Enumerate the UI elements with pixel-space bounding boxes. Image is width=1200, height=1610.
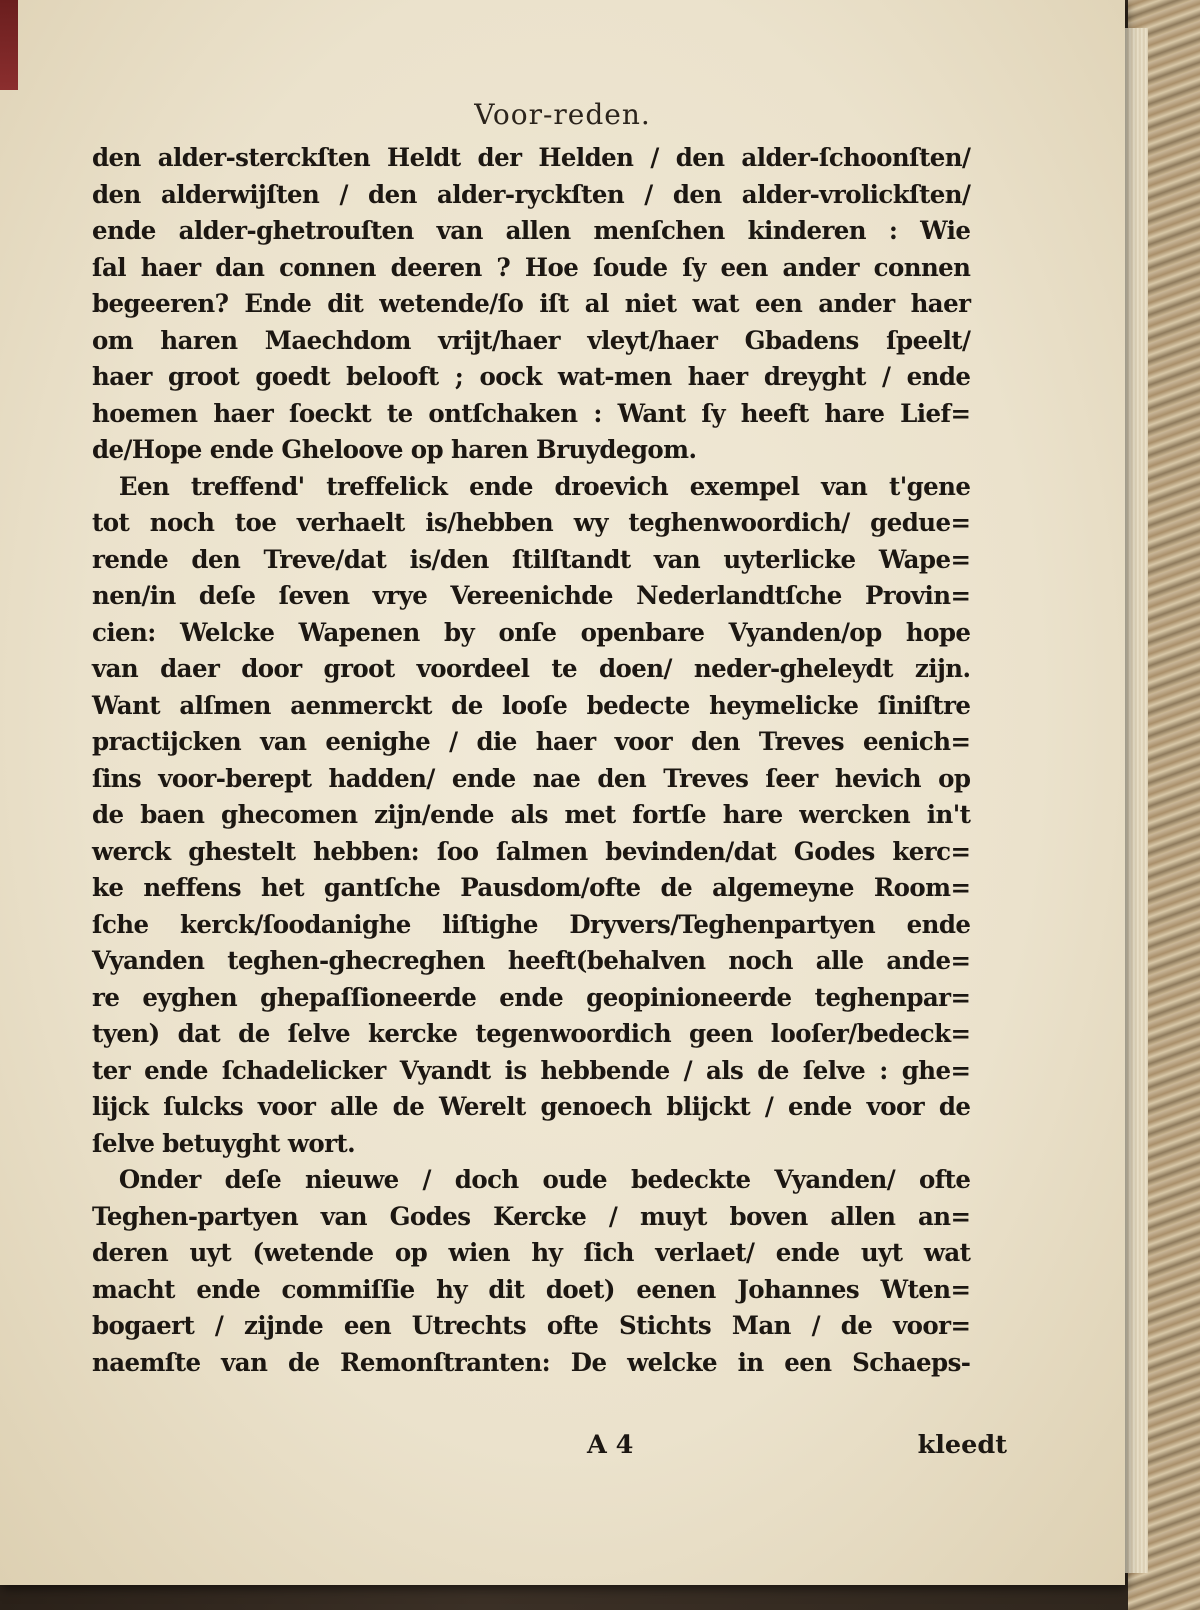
red-binding-strip bbox=[0, 0, 18, 90]
text-line: Vyanden teghen-ghecreghen heeft(behalven noch alle ande= bbox=[92, 946, 971, 976]
page-footer bbox=[92, 1430, 1007, 1466]
text-line: den alder-sterckſten Heldt der Helden / den alder-ſchoonſten/ bbox=[92, 143, 971, 173]
text-line: ke neffens het gantſche Pausdom/ofte de algemeyne Room= bbox=[92, 873, 971, 903]
text-line: ſelve betuyght wort. bbox=[92, 1128, 356, 1159]
signature-mark: A 4 bbox=[587, 1430, 634, 1460]
text-line: hoemen haer ſoeckt te ontſchaken : Want ſy heeft hare Lief= bbox=[92, 398, 971, 429]
text-line: de baen ghecomen zijn/ende als met fortſe hare wercken in't bbox=[92, 800, 971, 830]
text-line: nen/in deſe ſeven vrye Vereenichde Nederlandtſche Provin= bbox=[92, 581, 971, 611]
text-line: ende alder-ghetrouſten van allen menſchen kinderen : Wie bbox=[92, 216, 971, 246]
text-line: ſal haer dan connen deeren ? Hoe ſoude ſy een ander connen bbox=[92, 252, 971, 283]
text-line: begeeren? Ende dit wetende/ſo iſt al niet wat een ander haer bbox=[92, 289, 971, 319]
text-line: de/Hope ende Gheloove op haren Bruydegom. bbox=[92, 435, 697, 465]
text-line: lijck ſulcks voor alle de Werelt genoech blijckt / ende voor de bbox=[92, 1092, 971, 1122]
text-line: Teghen-partyen van Godes Kercke / muyt boven allen an= bbox=[92, 1201, 971, 1232]
body-text bbox=[92, 140, 1007, 1381]
text-line: Want alſmen aenmerckt de looſe bedecte heymelicke ſiniſtre bbox=[92, 690, 971, 721]
text-line: van daer door groot voordeel te doen/ neder-gheleydt zijn. bbox=[92, 654, 971, 684]
text-line: den alderwijſten / den alder-ryckſten / den alder-vrolickſten/ bbox=[92, 179, 971, 210]
text-line: naemſte van de Remonſtranten: De welcke in een Schaeps- bbox=[92, 1347, 971, 1378]
text-line: Een treffend' treffelick ende droevich exempel van t'gene bbox=[118, 471, 971, 502]
text-line: haer groot goedt belooft ; oock wat-men haer dreyght / ende bbox=[92, 362, 971, 392]
text-line: ſche kerck/ſoodanighe liſtighe Dryvers/Teghenpartyen ende bbox=[92, 909, 971, 940]
text-line: om haren Maechdom vrijt/haer vleyt/haer Gbadens ſpeelt/ bbox=[92, 325, 971, 356]
text-line: tot noch toe verhaelt is/hebben wy teghenwoordich/ gedue= bbox=[92, 508, 971, 538]
text-line: werck ghestelt hebben: ſoo ſalmen bevinden/dat Godes kerc= bbox=[92, 836, 971, 867]
text-line: deren uyt (wetende op wien hy ſich verlaet/ ende uyt wat bbox=[92, 1238, 971, 1268]
text-line: ter ende ſchadelicker Vyandt is hebbende / als de ſelve : ghe= bbox=[92, 1055, 971, 1086]
running-head: Voor-reden. bbox=[474, 98, 651, 131]
text-line: ſins voor-berept hadden/ ende nae den Treves ſeer hevich op bbox=[92, 763, 971, 794]
text-line: Onder deſe nieuwe / doch oude bedeckte Vyanden/ ofte bbox=[118, 1165, 971, 1195]
text-line: macht ende commiſſie hy dit doet) eenen Johannes Wten= bbox=[92, 1274, 971, 1305]
text-line: practijcken van eenighe / die haer voor den Treves eenich= bbox=[92, 727, 971, 757]
text-line: rende den Treve/dat is/den ſtilſtandt van uyterlicke Wape= bbox=[92, 544, 971, 575]
text-line: cien: Welcke Wapenen by onſe openbare Vyanden/op hope bbox=[92, 617, 971, 648]
text-line: tyen) dat de ſelve kercke tegenwoordich geen looſer/bedeck= bbox=[92, 1019, 971, 1049]
text-line: bogaert / zijnde een Utrechts ofte Stichts Man / de voor= bbox=[92, 1311, 971, 1341]
catchword: kleedt bbox=[917, 1430, 1007, 1460]
text-line: re eyghen ghepaſſioneerde ende geopinioneerde teghenpar= bbox=[92, 982, 971, 1013]
